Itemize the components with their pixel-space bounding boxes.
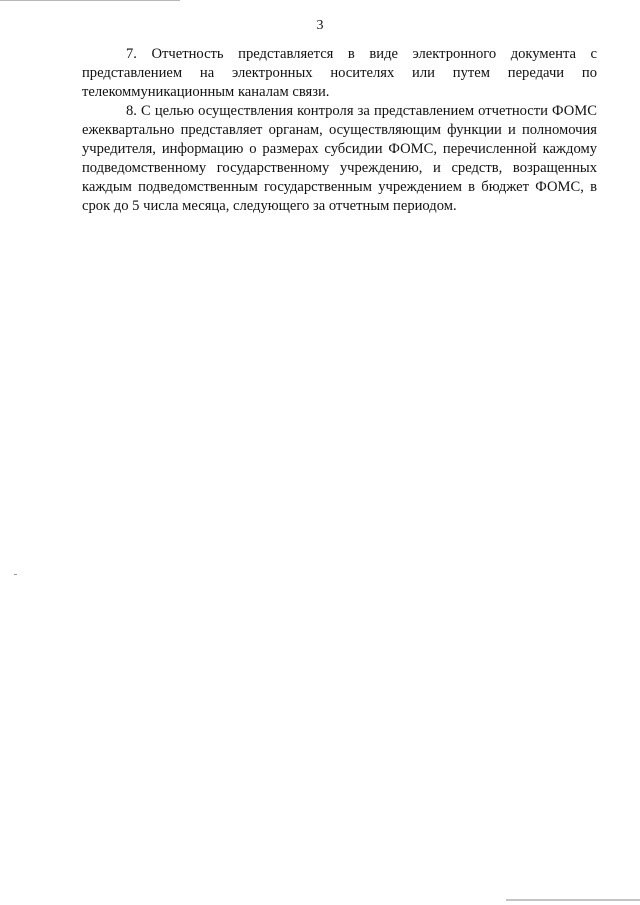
- page-number: 3: [316, 18, 324, 33]
- scan-edge-mark: [506, 899, 640, 901]
- scan-margin-mark: [14, 574, 17, 575]
- scan-edge-mark: [0, 0, 180, 1]
- paragraph-8: 8. С целью осуществления контроля за представлением отчетности ФОМС ежеквартально представляет органам, осуществляющим функции и полномочия учредителя, информацию о размерах субсидии ФОМС, перечисленной каждому подведомственному государственному учреждению, и средств, возращенных каждым подведомственным государственным учреждением в бюджет ФОМС, в срок до 5 числа месяца, следующего за отчетным периодом.: [82, 103, 597, 214]
- document-body: [82, 45, 597, 216]
- paragraph-7: 7. Отчетность представляется в виде электронного документа с представлением на электронных носителях или путем передачи по телекоммуникационным каналам связи.: [82, 46, 597, 100]
